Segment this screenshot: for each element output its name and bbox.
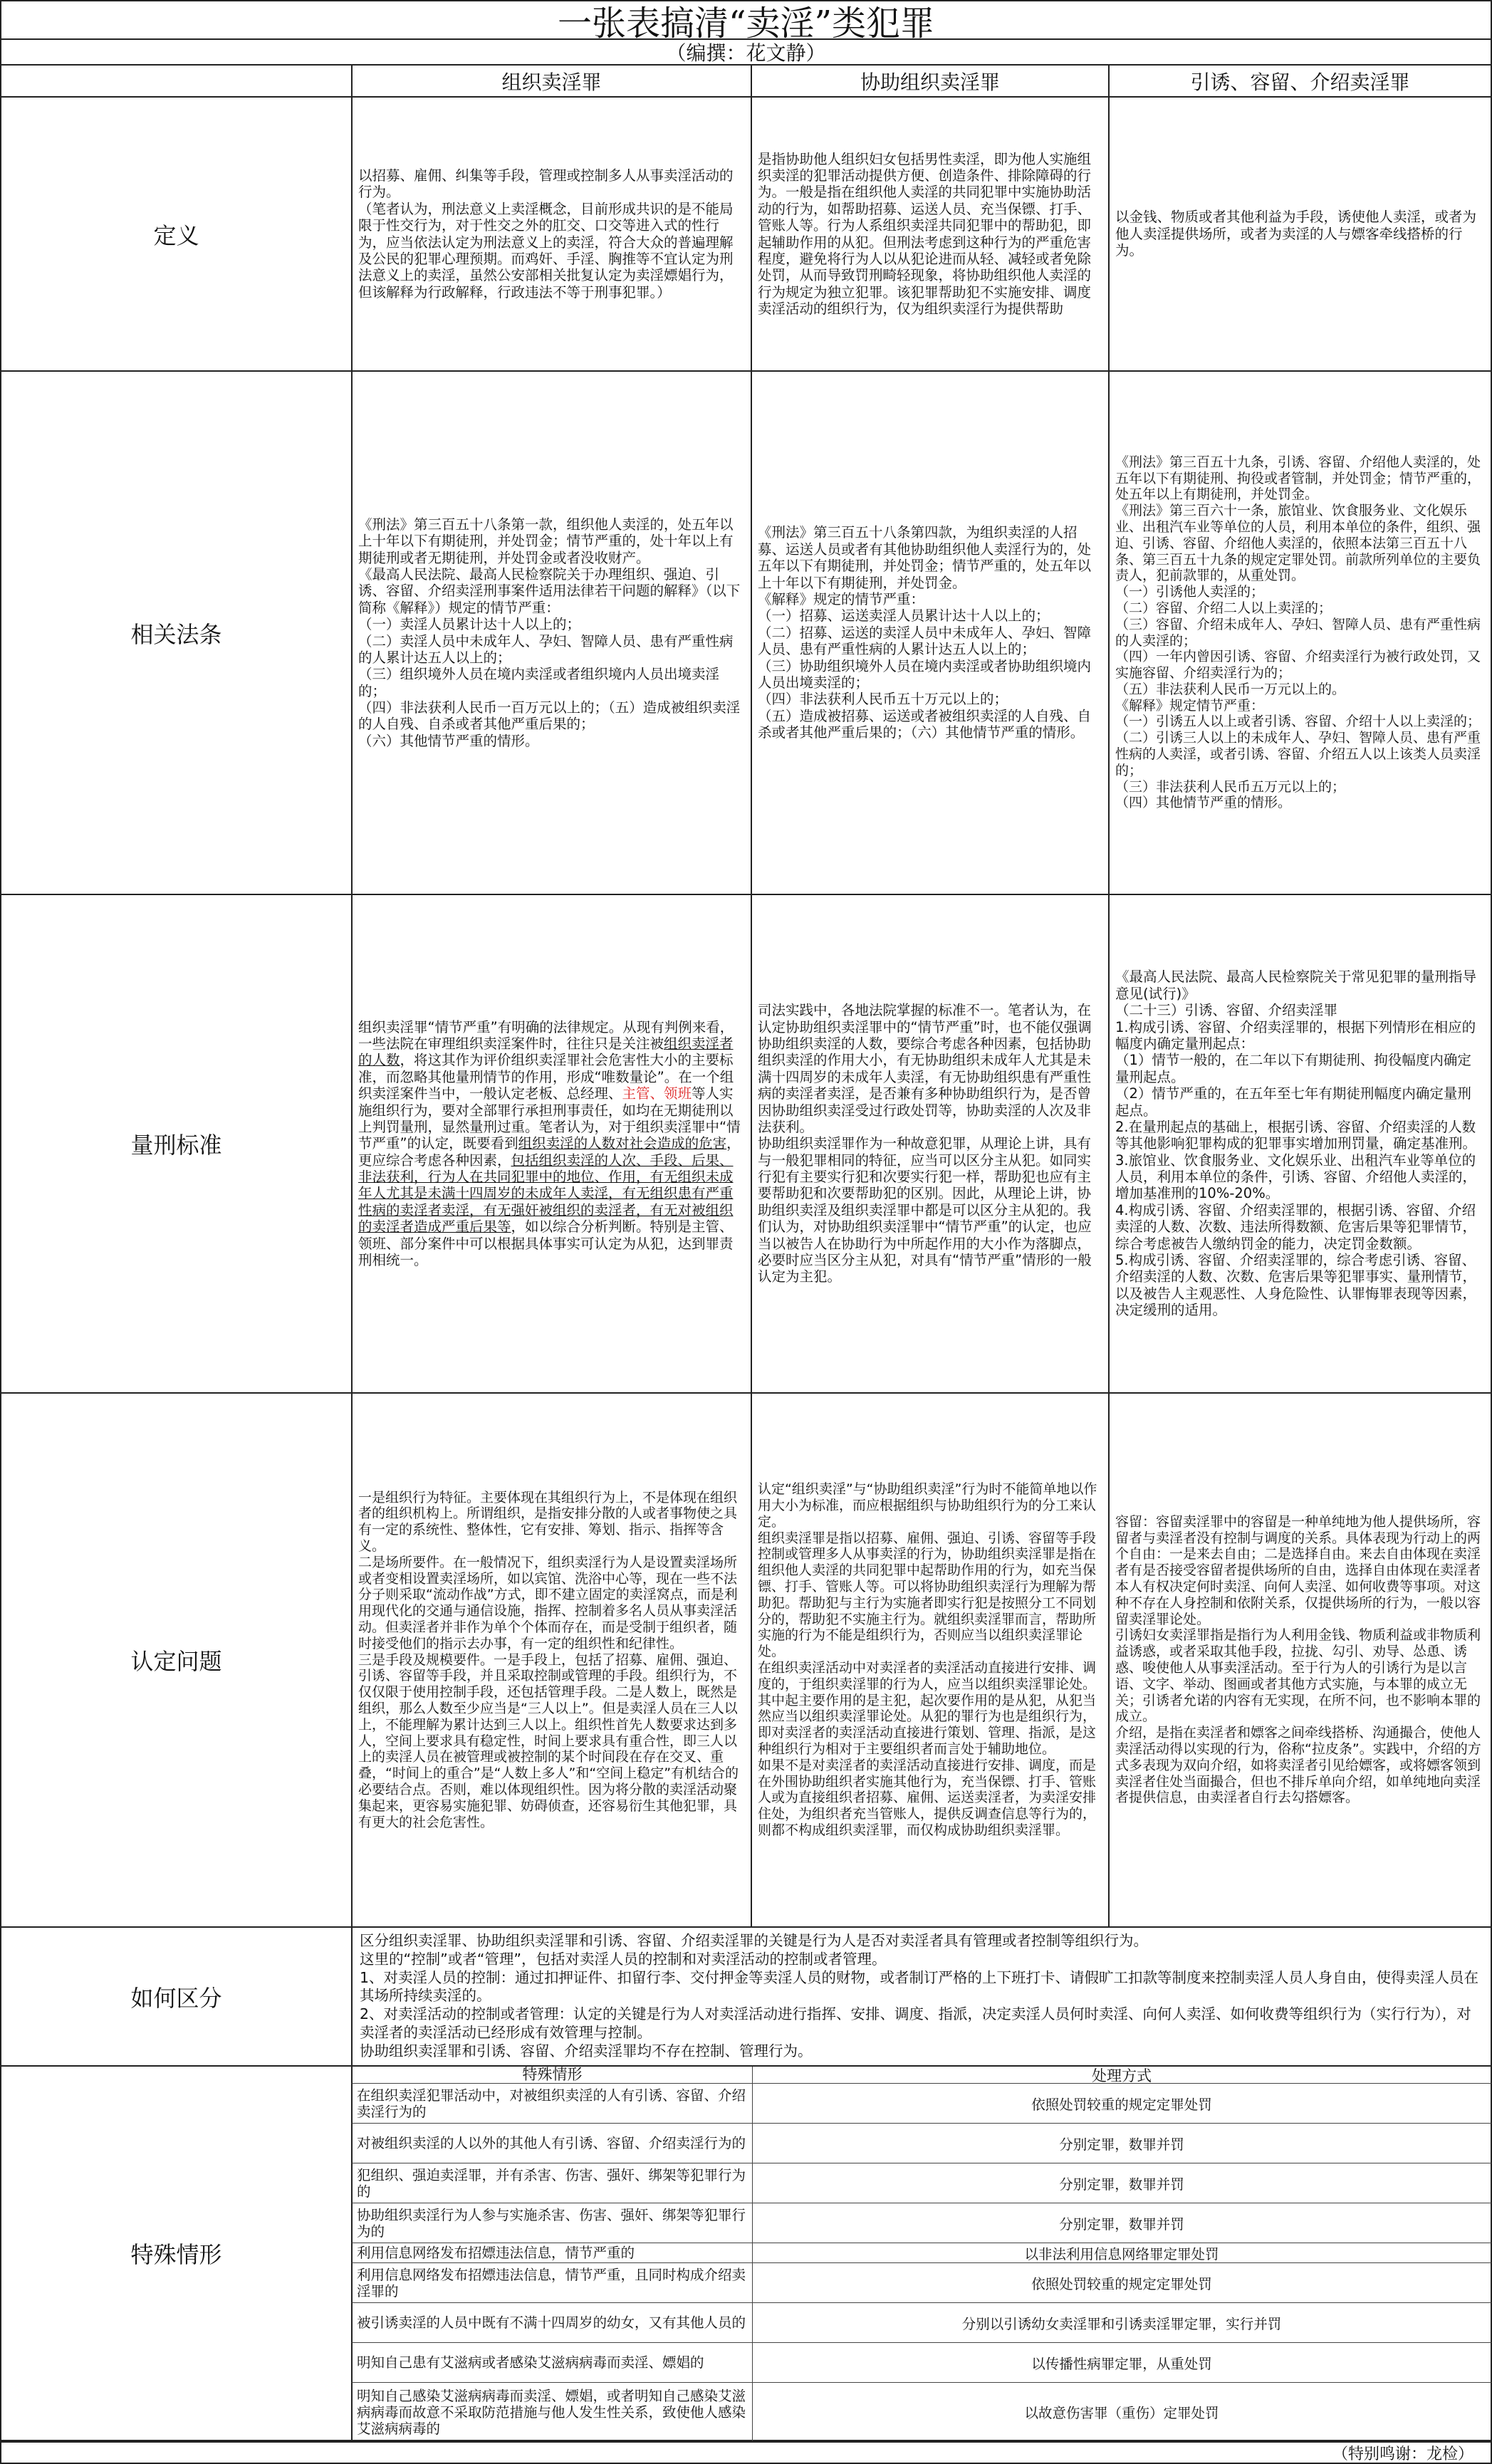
special-item: 明知自己感染艾滋病病毒而卖淫、嫖娼，或者明知自己感染艾滋病病毒而故意不采取防范措施与他人发生性关系，致使他人感染艾滋病病毒的 以故意伤害罪（重伤）定罪处罚 [351, 2383, 1492, 2441]
sheet-subtitle: （编撰：花文静） [0, 40, 1492, 66]
special-item: 被引诱卖淫的人员中既有不满十四周岁的幼女，又有其他人员的 分别以引诱幼女卖淫罪和引诱卖淫罪定罪，实行并罚 [351, 2303, 1492, 2343]
definition-assist: 是指协助他人组织妇女包括男性卖淫，即为他人实施组织卖淫的犯罪活动提供方便、创造条件、排除障碍的行为。一般是指在组织他人卖淫的共同犯罪中实施协助活动的行为，如帮助招募、运送人员、充当保镖、打手、管账人等。行为人系组织卖淫共同犯罪中的帮助犯，即起辅助作用的从犯。但刑法考虑到这种行为的严重危害程度，避免将行为人以从犯论进而从轻、减轻或者免除处罚，从而导致罚刑畸轻现象，将协助组织他人卖淫的行为规定为独立犯罪。该犯罪帮助犯不实施安排、调度卖淫活动的组织行为，仅为组织卖淫行为提供帮助 [758, 150, 1092, 318]
sentencing-lure: 《最高人民法院、最高人民检察院关于常见犯罪的量刑指导意见(试行)》 （二十三）引诱、容留、介绍卖淫罪 1.构成引诱、容留、介绍卖淫罪的，根据下列情形在相应的幅度内确定量刑起点： （1）情节一般的，在二年以下有期徒刑、拘役幅度内确定量刑起点。 （2）情节严重的，在五年至七年有期徒刑幅度内确定量刑起点。 2.在量刑起点的基础上，根据引诱、容留、介绍卖淫的人数等其他影响犯罪构成的犯罪事实增加刑罚量，确定基准刑。 3.旅馆业、饮食服务业、文化娱乐业、出租汽车业等单位的人员，利用本单位的条件，引诱、容留、介绍他人卖淫的，增加基准刑的10%-20%。 4.构成引诱、容留、介绍卖淫罪的，根据引诱、容留、介绍卖淫的人数、次数、违法所得数额、危害后果等犯罪情节，综合考虑被告人缴纳罚金的能力，决定罚金数额。 5.构成引诱、容留、介绍卖淫罪的，综合考虑引诱、容留、介绍卖淫的人数、次数、危害后果等犯罪事实、量刑情节，以及被告人主观恶性、人身危险性、认罪悔罪表现等因素，决定缓刑的适用。 [1115, 969, 1477, 1319]
credit-line: （特别鸣谢：龙检） [0, 2441, 1492, 2464]
special-row [0, 2067, 1492, 2441]
special-item: 利用信息网络发布招嫖违法信息，情节严重的 以非法利用信息网络罪定罪处罚 [351, 2243, 1492, 2263]
sentencing-row [0, 895, 1492, 1394]
special-item: 对被组织卖淫的人以外的其他人有引诱、容留、介绍卖淫行为的 分别定罪，数罪并罚 [351, 2124, 1492, 2163]
highlight-manager: 主管、领班 [622, 1085, 692, 1102]
column-header-organize: 组织卖淫罪 [351, 66, 751, 96]
column-header-assist: 协助组织卖淫罪 [751, 66, 1108, 96]
row-label-identification: 认定问题 [0, 1394, 351, 1926]
identification-row [0, 1394, 1492, 1928]
row-label-law: 相关法条 [0, 372, 351, 894]
identification-assist: 认定“组织卖淫”与“协助组织卖淫”行为时不能简单地以作用大小为标准，而应根据组织与协助组织行为的分工来认定。 组织卖淫罪是指以招募、雇佣、强迫、引诱、容留等手段控制或管理多人从事卖淫的行为，协助组织卖淫罪是指在组织他人卖淫的共同犯罪中起帮助作用的行为，如充当保镖、打手、管账人等。可以将协助组织卖淫行为理解为帮助犯。帮助犯与主行为实施者即实行犯是按照分工不同划分的，帮助犯不实施主行为。就组织卖淫罪而言，帮助所实施的行为不能是组织行为，否则应当以组织卖淫罪论处。 在组织卖淫活动中对卖淫者的卖淫活动直接进行安排、调度的，于组织卖淫罪的行为人，应当以组织卖淫罪论处。其中起主要作用的是主犯，起次要作用的是从犯，从犯当然应当以组织卖淫罪论处。从犯的罪行为也是组织行为，即对卖淫者的卖淫活动直接进行策划、管理、指派，是这种组织行为相对于主要组织者而言处于辅助地位。 如果不是对卖淫者的卖淫活动直接进行安排、调度，而是在外围协助组织者实施其他行为，充当保镖、打手、管账人或为直接组织者招募、雇佣、运送卖淫者，为卖淫安排住处，为组织者充当管账人，提供反调查信息等行为的，则都不构成组织卖淫罪，而仅构成协助组织卖淫罪。 [758, 1481, 1097, 1838]
special-item: 犯组织、强迫卖淫罪，并有杀害、伤害、强奸、绑架等犯罪行为的 分别定罪，数罪并罚 [351, 2163, 1492, 2203]
special-header-handle: 处理方式 [752, 2067, 1491, 2083]
sentencing-assist: 司法实践中，各地法院掌握的标准不一。笔者认为，在认定协助组织卖淫罪中的“情节严重”时，也不能仅强调协助组织卖淫的人数，要综合考虑各种因素，包括协助组织卖淫的作用大小，有无协助组织未成年人尤其是未满十四周岁的未成年人卖淫，有无协助组织患有严重性病的卖淫者卖淫，是否兼有多种协助组织行为，是否曾因协助组织卖淫受过行政处罚等，协助卖淫的人次及非法获利。 协助组织卖淫罪作为一种故意犯罪，从理论上讲，具有与一般犯罪相同的特征，应当可以区分主从犯。如同实行犯有主要实行犯和次要实行犯一样，帮助犯也应有主要帮助犯和次要帮助犯的区别。因此，从理论上讲，协助组织卖淫及组织卖淫罪中都是可以区分主从犯的。我们认为，对协助组织卖淫罪中“情节严重”的认定，也应当以被告人在协助行为中所起作用的大小作为落脚点，必要时应当区分主从犯，对具有“情节严重”情形的一般认定为主犯。 [758, 1002, 1092, 1285]
row-label-distinguish: 如何区分 [0, 1928, 351, 2065]
law-assist: 《刑法》第三百五十八条第四款，为组织卖淫的人招募、运送人员或者有其他协助组织他人卖淫行为的，处五年以下有期徒刑，并处罚金；情节严重的，处五年以上十年以下有期徒刑，并处罚金。 《解释》规定的情节严重： （一）招募、运送卖淫人员累计达十人以上的； （二）招募、运送的卖淫人员中未成年人、孕妇、智障人员、患有严重性病的人累计达五人以上的； （三）协助组织境外人员在境内卖淫或者协助组织境内人员出境卖淫的； （四）非法获利人民币五十万元以上的； （五）造成被招募、运送或者被组织卖淫的人自残、自杀或者其他严重后果的；（六）其他情节严重的情形。 [758, 524, 1092, 741]
definition-lure: 以金钱、物质或者其他利益为手段，诱使他人卖淫，或者为他人卖淫提供场所，或者为卖淫的人与嫖客牵线搭桥的行为。 [1115, 209, 1477, 259]
identification-organize: 一是组织行为特征。主要体现在其组织行为上，不是体现在组织者的组织机构上。所谓组织，是指安排分散的人或者事物使之具有一定的系统性、整体性，它有安排、筹划、指示、指挥等含义。 二是场所要件。在一般情况下，组织卖淫行为人是设置卖淫场所或者变相设置卖淫场所，如以宾馆、洗浴中心等，现在一些不法分子则采取“流动作战”方式，即不建立固定的卖淫窝点，而是利用现代化的交通与通信设施，指挥、控制着多名人员从事卖淫活动。但卖淫者并非作为单个个体而存在，而是受制于组织者，随时接受他们的指示去办事，有一定的组织性和纪律性。 三是手段及规模要件。一是手段上，包括了招募、雇佣、强迫、引诱、容留等手段，并且采取控制或管理的手段。组织行为，不仅仅限于使用控制手段，还包括管理手段。二是人数上，既然是组织，那么人数至少应当是“三人以上”。但是卖淫人员在三人以上，不能理解为累计达到三人以上。组织性首先人数要求达到多人，空间上要求具有稳定性，时间上要求具有重合性，即三人以上的卖淫人员在被管理或被控制的某个时间段在存在交叉、重叠，“时间上的重合”是“人数上多人”和“空间上稳定”有机结合的必要结合点。否则，难以体现组织性。因为将分散的卖淫活动聚集起来，更容易实施犯罪、妨碍侦查，还容易衍生其他犯罪，具有更大的社会危害性。 [358, 1489, 739, 1830]
identification-lure: 容留：容留卖淫罪中的容留是一种单纯地为他人提供场所，容留者与卖淫者没有控制与调度的关系。具体表现为行动上的两个自由：一是来去自由；二是选择自由。来去自由体现在卖淫者有是否接受容留者提供场所的自由，选择自由体现在卖淫者本人有权决定何时卖淫、向何人卖淫、如何收费等事项。对这种不存在人身控制和依附关系，仅提供场所的行为，一般以容留卖淫罪论处。 引诱妇女卖淫罪指是指行为人利用金钱、物质利益或非物质利益诱惑，或者采取其他手段，拉拢、勾引、劝导、怂恿、诱惑、唆使他人从事卖淫活动。至于行为人的引诱行为是以言语、文字、举动、图画或者其他方式实施，与本罪的成立无关；引诱者允诺的内容有无实现，在所不问，也不影响本罪的成立。 介绍，是指在卖淫者和嫖客之间牵线搭桥、沟通撮合，使他人卖淫活动得以实现的行为，俗称“拉皮条”。实践中，介绍的方式多表现为双向介绍，如将卖淫者引见给嫖客，或将嫖客领到卖淫者住处当面撮合，但也不排斥单向介绍，如单纯地向卖淫者提供信息，由卖淫者自行去勾搭嫖客。 [1115, 1513, 1481, 1806]
column-header-lure: 引诱、容留、介绍卖淫罪 [1108, 66, 1492, 96]
law-lure: 《刑法》第三百五十九条，引诱、容留、介绍他人卖淫的，处五年以下有期徒刑、拘役或者管制，并处罚金；情节严重的，处五年以上有期徒刑，并处罚金。 《刑法》第三百六十一条，旅馆业、饮食服务业、文化娱乐业、出租汽车业等单位的人员，利用本单位的条件，组织、强迫、引诱、容留、介绍他人卖淫的，依照本法第三百五十八条、第三百五十九条的规定定罪处罚。前款所列单位的主要负责人，犯前款罪的，从重处罚。 （一）引诱他人卖淫的； （二）容留、介绍二人以上卖淫的； （三）容留、介绍未成年人、孕妇、智障人员、患有严重性病的人卖淫的； （四）一年内曾因引诱、容留、介绍卖淫行为被行政处罚，又实施容留、介绍卖淫行为的； （五）非法获利人民币一万元以上的。 《解释》规定情节严重： （一）引诱五人以上或者引诱、容留、介绍十人以上卖淫的； （二）引诱三人以上的未成年人、孕妇、智障人员、患有严重性病的人卖淫，或者引诱、容留、介绍五人以上该类人员卖淫的； （三）非法获利人民币五万元以上的； （四）其他情节严重的情形。 [1115, 454, 1481, 811]
definition-organize: 以招募、雇佣、纠集等手段，管理或控制多人从事卖淫活动的行为。 （笔者认为，刑法意义上卖淫概念，目前形成共识的是不能局限于性交行为，对于性交之外的肛交、口交等进入式的性行为，应当依法认定为刑法意义上的卖淫，符合大众的普遍理解及公民的犯罪心理预期。而鸡奸、手淫、胸推等不宜认定为刑法意义上的卖淫，虽然公安部相关批复认定为卖淫嫖娼行为，但该解释为行政解释，行政违法不等于刑事犯罪。） [358, 167, 734, 301]
distinguish-row [0, 1928, 1492, 2067]
row-label-definition: 定义 [0, 98, 351, 370]
column-header-row [0, 66, 1492, 98]
definition-row [0, 98, 1492, 372]
law-row [0, 372, 1492, 895]
law-organize: 《刑法》第三百五十八条第一款，组织他人卖淫的，处五年以上十年以下有期徒刑，并处罚金；情节严重的，处十年以上有期徒刑或者无期徒刑，并处罚金或者没收财产。 《最高人民法院、最高人民检察院关于办理组织、强迫、引诱、容留、介绍卖淫刑事案件适用法律若干问题的解释》（以下简称《解释》）规定的情节严重： （一）卖淫人员累计达十人以上的； （二）卖淫人员中未成年人、孕妇、智障人员、患有严重性病的人累计达五人以上的； （三）组织境外人员在境内卖淫或者组织境内人员出境卖淫的； （四）非法获利人民币一百万元以上的；（五）造成被组织卖淫的人自残、自杀或者其他严重后果的； （六）其他情节严重的情形。 [358, 516, 741, 749]
sentencing-organize: 组织卖淫罪“情节严重”有明确的法律规定。从现有判例来看，一些法院在审理组织卖淫案件时，往往只是关注被组织卖淫者的人数，将这其作为评价组织卖淫罪社会危害性大小的主要标准，而忽略其他量刑情节的作用，形成“唯数量论”。在一个组织卖淫案件当中，一般认定老板、总经理、主管、领班等人实施组织行为，要对全部罪行承担刑事责任，如均在无期徒刑以上判罚量刑，显然量刑过重。笔者认为，对于组织卖淫罪中“情节严重”的认定，既要看到组织卖淫的人数对社会造成的危害，更应综合考虑各种因素，包括组织卖淫的人次、手段、后果、非法获利，行为人在共同犯罪中的地位、作用，有无组织未成年人尤其是未满十四周岁的未成年人卖淫，有无组织患有严重性病的卖淫者卖淫，有无强奸被组织的卖淫者，有无对被组织的卖淫者造成严重后果等，如以综合分析判断。特别是主管、领班、部分案件中可以根据具体事实可认定为从犯，达到罪责刑相统一。 [358, 1018, 741, 1269]
sheet-title: 一张表搞清“卖淫”类犯罪 [0, 0, 1492, 40]
special-header-case: 特殊情形 [522, 2066, 583, 2084]
distinguish-text: 区分组织卖淫罪、协助组织卖淫罪和引诱、容留、介绍卖淫罪的关键是行为人是否对卖淫者具有管理或者控制等组织行为。 这里的“控制”或者“管理”，包括对卖淫人员的控制和对卖淫活动的控制或者管理。 1、对卖淫人员的控制：通过扣押证件、扣留行李、交付押金等卖淫人员的财物，或者制订严格的上下班打卡、请假旷工扣款等制度来控制卖淫人员人身自由，使得卖淫人员在其场所持续卖淫的。 2、对卖淫活动的控制或者管理：认定的关键是行为人对卖淫活动进行指挥、安排、调度、指派，决定卖淫人员何时卖淫、向何人卖淫、如何收费等组织行为（实行行为），对卖淫者的卖淫活动已经形成有效管理与控制。 协助组织卖淫罪和引诱、容留、介绍卖淫罪均不存在控制、管理行为。 [351, 1928, 1492, 2065]
special-item: 协助组织卖淫行为人参与实施杀害、伤害、强奸、绑架等犯罪行为的 分别定罪，数罪并罚 [351, 2203, 1492, 2243]
special-item: 利用信息网络发布招嫖违法信息，情节严重，且同时构成介绍卖淫罪的 依照处罚较重的规定定罪处罚 [351, 2263, 1492, 2303]
special-item: 在组织卖淫犯罪活动中，对被组织卖淫的人有引诱、容留、介绍卖淫行为的 依照处罚较重的规定定罪处罚 [351, 2084, 1492, 2124]
row-label-sentencing: 量刑标准 [0, 895, 351, 1392]
row-label-special: 特殊情形 [0, 2067, 351, 2440]
special-item: 明知自己患有艾滋病或者感染艾滋病病毒而卖淫、嫖娼的 以传播性病罪定罪，从重处罚 [351, 2343, 1492, 2383]
special-header [351, 2067, 1492, 2084]
